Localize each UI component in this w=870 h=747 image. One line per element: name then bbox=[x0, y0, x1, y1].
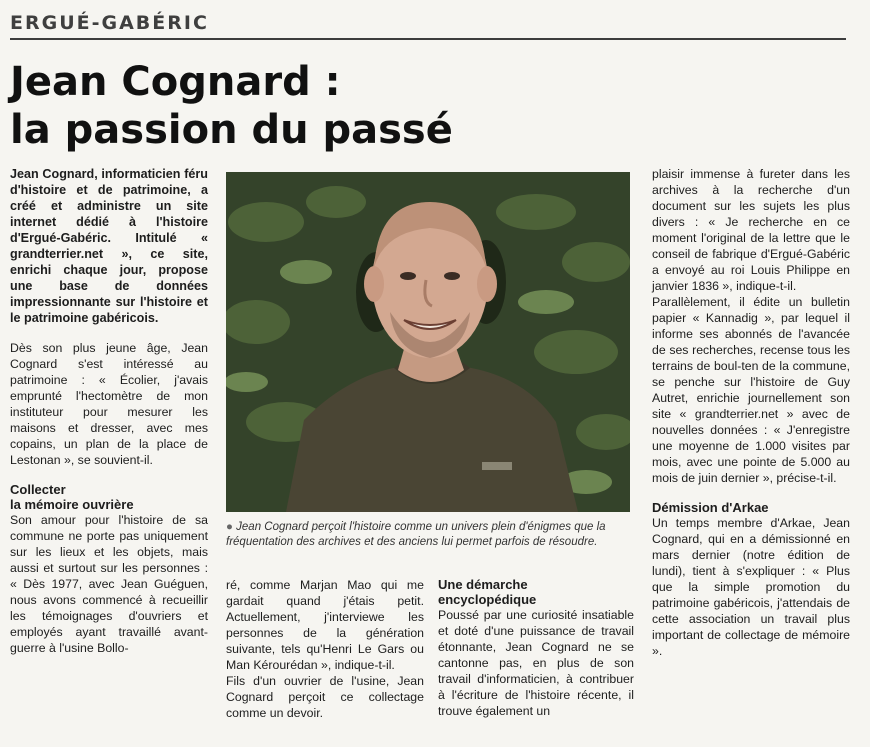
col3-subheading-line-1: Une démarche bbox=[438, 577, 528, 592]
lead-paragraph: Jean Cognard, informaticien féru d'histoire et de patrimoine, a créé et administre un site internet dédié à l'histoire d'Ergué-Gabéric. Intitulé « grandterrier.net », ce site, enrichi chaque jour, propose une base de données impressionnante sur l'histoire et le patrimoine gabéricois. bbox=[10, 167, 208, 325]
headline-line-2: la passion du passé bbox=[10, 107, 453, 153]
section-rule bbox=[10, 38, 846, 40]
col3-subheading-line-2: encyclopédique bbox=[438, 592, 537, 607]
col4-paragraph-1: plaisir immense à fureter dans les archives à la recherche d'un document sur les sujets les plus divers : « Je recherche en ce moment l'original de la lettre que le conseil de fabrique d'Ergué-Gabéric a envoyé au roi Louis Philippe en janvier 1836 », indique-t-il. bbox=[652, 167, 850, 293]
col1-subheading bbox=[10, 482, 208, 512]
col4-subheading: Démission d'Arkae bbox=[652, 500, 769, 515]
col3-subheading bbox=[438, 577, 634, 607]
column-4 bbox=[652, 166, 850, 659]
headline bbox=[10, 58, 453, 154]
column-3 bbox=[438, 577, 634, 719]
col2-paragraph-2: Fils d'un ouvrier de l'usine, Jean Cognard perçoit ce collectage comme un devoir. bbox=[226, 674, 424, 720]
col3-paragraph-1: Poussé par une curiosité insatiable et doté d'une puissance de travail étonnante, Jean Cognard ne se cantonne pas, en plus de son travail d'informaticien, à contribuer à l'écriture de l'histoire récente, il trouve également un bbox=[438, 608, 634, 718]
photo-caption-text: Jean Cognard perçoit l'histoire comme un univers plein d'énigmes que la fréquentation des archives et des anciens lui permet parfois de résoudre. bbox=[226, 521, 606, 548]
column-2 bbox=[226, 577, 424, 721]
column-1 bbox=[10, 166, 208, 656]
col4-paragraph-2: Parallèlement, il édite un bulletin papier « Kannadig », par lequel il informe ses abonnés de l'avancée de ses recherches, recense tous les terrains de boul-ten de la commune, se penche sur l'histoire de Guy Autret, enrichie journellement son site « grandterrier.net » avec de nouvelles données : « J'enregistre une moyenne de 1.000 visites par mois, avec une pointe de 5.000 au mois de juin dernier », précise-t-il. bbox=[652, 295, 850, 485]
portrait-illustration bbox=[226, 172, 630, 512]
col1-subheading-line-2: la mémoire ouvrière bbox=[10, 497, 134, 512]
col1-paragraph-1: Dès son plus jeune âge, Jean Cognard s'est intéressé au patrimoine : « Écolier, j'avais emprunté l'hectomètre de mon instituteur pour mesurer les maisons et dresser, avec mes copains, un plan de la place de Lestonan », se souvient-il. bbox=[10, 341, 208, 467]
section-label: ERGUÉ-GABÉRIC bbox=[10, 12, 209, 34]
photo-caption bbox=[226, 520, 630, 550]
col4-paragraph-3: Un temps membre d'Arkae, Jean Cognard, qui en a démissionné en mars dernier (notre édition de lundi), tient à s'expliquer : « Plus que la simple promotion du patrimoine gabéricois, j'attendais de cette association un travail plus important de collectage de mémoire ». bbox=[652, 516, 850, 658]
col1-paragraph-2: Son amour pour l'histoire de sa commune ne porte pas uniquement sur les lieux et les objets, mais aussi et surtout sur les personnes : « Dès 1977, avec Jean Guéguen, nous avons commencé à recueillir les témoignages d'ouvriers et employés ayant travaillé avant-guerre à l'usine Bollo- bbox=[10, 513, 208, 655]
headline-line-1: Jean Cognard : bbox=[10, 59, 341, 105]
col2-paragraph-1: ré, comme Marjan Mao qui me gardait quand j'étais petit. Actuellement, j'interviewe les personnes de la génération suivante, tels qu'Henri Le Gars ou Man Kérourédan », indique-t-il. bbox=[226, 578, 424, 672]
caption-bullet-icon: ● bbox=[226, 521, 237, 533]
portrait-photo bbox=[226, 172, 630, 512]
col1-subheading-line-1: Collecter bbox=[10, 482, 66, 497]
